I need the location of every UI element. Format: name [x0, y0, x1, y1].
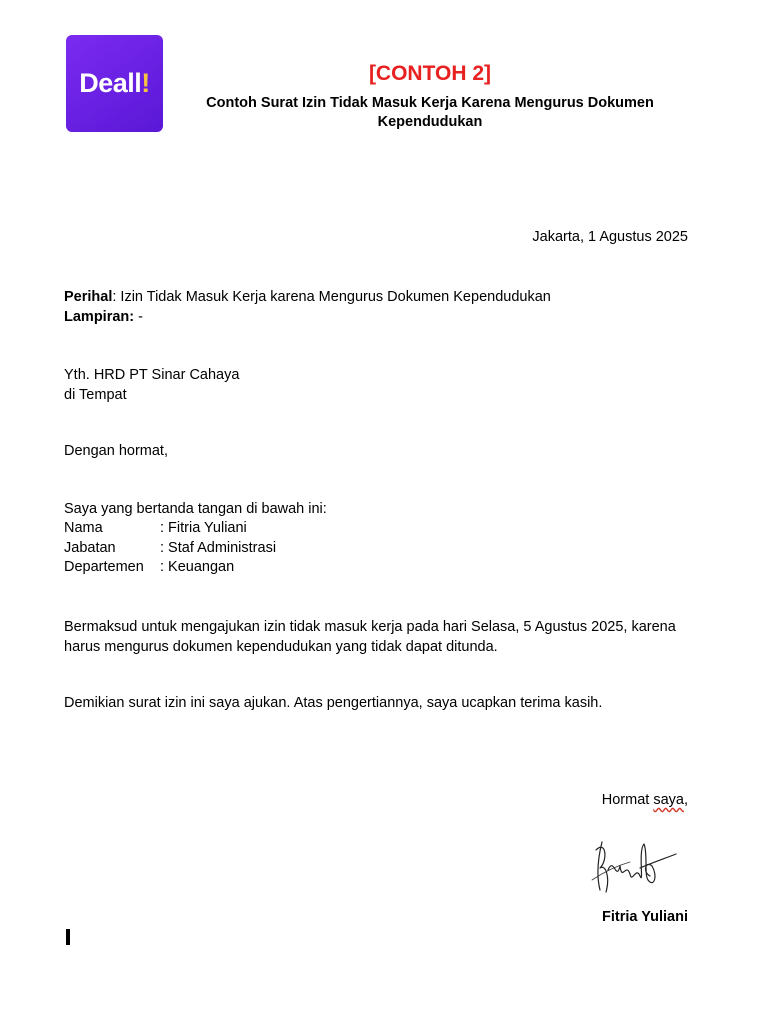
subject-block: [64, 287, 551, 327]
recipient-line-1: Yth. HRD PT Sinar Cahaya: [64, 367, 240, 383]
signer-name: Fitria Yuliani: [602, 909, 688, 925]
perihal-label: Perihal: [64, 289, 113, 305]
closing-word-1: Hormat: [601, 792, 654, 808]
lampiran-label: Lampiran:: [64, 309, 135, 325]
field-row: [64, 559, 276, 579]
field-row: [64, 520, 276, 540]
field-label: Nama: [64, 520, 103, 536]
perihal-line: [64, 287, 551, 307]
lampiran-value: -: [134, 309, 143, 325]
lampiran-line: [64, 307, 551, 327]
document-title: Contoh Surat Izin Tidak Masuk Kerja Karena Mengurus Dokumen Kependudukan: [206, 95, 654, 130]
field-label: Jabatan: [64, 539, 116, 556]
letter-date: Jakarta, 1 Agustus 2025: [532, 229, 688, 245]
field-label: Departemen: [64, 559, 144, 575]
field-value: : Keuangan: [160, 559, 235, 575]
closing: [602, 792, 688, 808]
field-value: : Staf Administrasi: [160, 539, 277, 556]
logo-text: Deall: [79, 68, 142, 98]
field-value: : Fitria Yuliani: [160, 520, 247, 536]
field-row: [64, 540, 276, 560]
closing-word-2: saya: [653, 792, 684, 808]
perihal-value: : Izin Tidak Masuk Kerja karena Mengurus Dokumen Kependudukan: [112, 289, 551, 305]
text-cursor: [66, 929, 70, 945]
employee-fields: [64, 520, 276, 579]
recipient-block: [64, 365, 239, 405]
intro-line: Saya yang bertanda tangan di bawah ini:: [64, 501, 327, 517]
recipient-line-2: di Tempat: [64, 387, 127, 403]
signature-image: [586, 836, 678, 898]
logo-accent: !: [141, 68, 150, 98]
body-paragraph-2: Demikian surat izin ini saya ajukan. Atas pengertiannya, saya ucapkan terima kasih.: [64, 695, 603, 711]
closing-punct: ,: [683, 792, 688, 808]
example-label: [CONTOH 2]: [368, 62, 492, 85]
body-paragraph-1: Bermaksud untuk mengajukan izin tidak masuk kerja pada hari Selasa, 5 Agustus 2025, karena harus mengurus dokumen kependudukan yang tidak dapat ditunda.: [64, 619, 676, 655]
greeting: Dengan hormat,: [64, 443, 168, 459]
